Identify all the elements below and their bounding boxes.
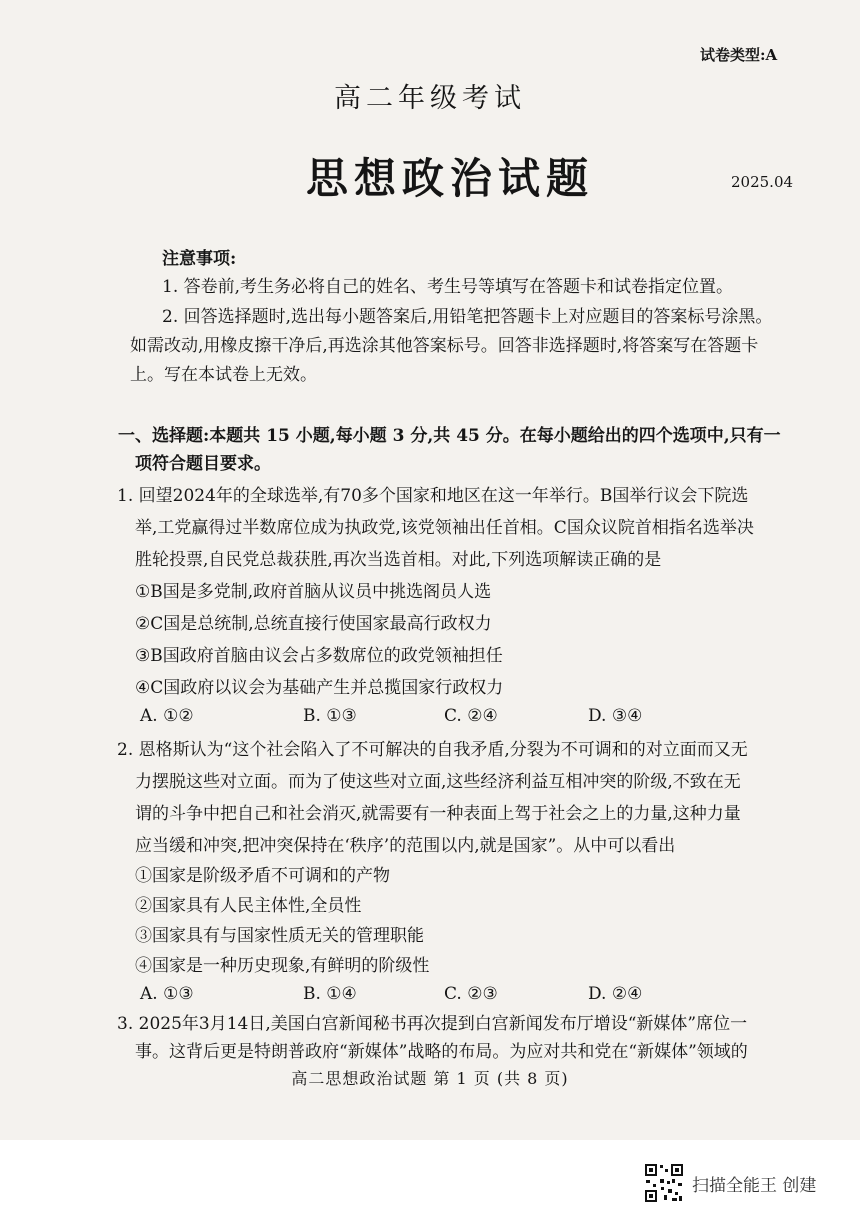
qr-code-icon	[644, 1163, 684, 1203]
notice-heading: 注意事项:	[162, 249, 237, 269]
q1-line-3: 胜轮投票,自民党总裁获胜,再次当选首相。对此,下列选项解读正确的是	[135, 550, 662, 570]
section-1-heading-line-2: 项符合题目要求。	[135, 454, 271, 474]
q2-line-2: 力摆脱这些对立面。而为了使这些对立面,这些经济利益互相冲突的阶级,不致在无	[135, 772, 741, 792]
q1-option-a: A. ①②	[140, 706, 194, 726]
scanner-watermark-text: 扫描全能王 创建	[692, 1176, 817, 1196]
q1-option-b: B. ①③	[303, 706, 357, 726]
subject-title: 思想政治试题	[305, 154, 594, 203]
q1-option-c: C. ②④	[444, 706, 498, 726]
paper-type-label: 试卷类型:A	[700, 46, 778, 64]
q1-statement-3: ③B国政府首脑由议会占多数席位的政党领袖担任	[135, 646, 503, 666]
q1-statement-1: ①B国是多党制,政府首脑从议员中挑选阁员人选	[135, 582, 492, 602]
q2-option-d: D. ②④	[588, 984, 643, 1004]
q3-line-1: 3. 2025年3月14日,美国白宫新闻秘书再次提到白宫新闻发布厅增设“新媒体”席位一	[117, 1014, 748, 1034]
q2-statement-1: ①国家是阶级矛盾不可调和的产物	[135, 866, 390, 886]
exam-title: 高二年级考试	[334, 83, 526, 114]
q1-option-d: D. ③④	[588, 706, 643, 726]
scanner-watermark-bar	[0, 1140, 860, 1217]
notice-item-1: 1. 答卷前,考生务必将自己的姓名、考生号等填写在答题卡和试卷指定位置。	[162, 277, 734, 297]
section-1-heading-line-1: 一、选择题:本题共 15 小题,每小题 3 分,共 45 分。在每小题给出的四个选项中,只有一	[118, 426, 781, 446]
q2-line-4: 应当缓和冲突,把冲突保持在‘秩序’的范围以内,就是国家”。从中可以看出	[135, 836, 676, 856]
exam-date: 2025.04	[731, 173, 794, 191]
q2-option-b: B. ①④	[303, 984, 357, 1004]
q1-statement-4: ④C国政府以议会为基础产生并总揽国家行政权力	[135, 678, 504, 698]
notice-item-2-line-2: 如需改动,用橡皮擦干净后,再选涂其他答案标号。回答非选择题时,将答案写在答题卡	[130, 336, 759, 356]
q2-option-a: A. ①③	[140, 984, 194, 1004]
q2-option-c: C. ②③	[444, 984, 498, 1004]
q2-statement-4: ④国家是一种历史现象,有鲜明的阶级性	[135, 956, 430, 976]
notice-item-2-line-1: 2. 回答选择题时,选出每小题答案后,用铅笔把答题卡上对应题目的答案标号涂黑。	[162, 307, 773, 327]
q2-line-3: 谓的斗争中把自己和社会消灭,就需要有一种表面上驾于社会之上的力量,这种力量	[135, 804, 741, 824]
q1-line-1: 1. 回望2024年的全球选举,有70多个国家和地区在这一年举行。B国举行议会下院选	[117, 486, 749, 506]
notice-item-2-line-3: 上。写在本试卷上无效。	[130, 365, 317, 385]
q1-line-2: 举,工党赢得过半数席位成为执政党,该党领袖出任首相。C国众议院首相指名选举决	[135, 518, 754, 538]
q2-statement-2: ②国家具有人民主体性,全员性	[135, 896, 362, 916]
q1-statement-2: ②C国是总统制,总统直接行使国家最高行政权力	[135, 614, 492, 634]
q2-line-1: 2. 恩格斯认为“这个社会陷入了不可解决的自我矛盾,分裂为不可调和的对立面而又无	[117, 740, 748, 760]
q2-statement-3: ③国家具有与国家性质无关的管理职能	[135, 926, 424, 946]
page-footer: 高二思想政治试题 第 1 页 (共 8 页)	[291, 1069, 569, 1088]
q3-line-2: 事。这背后更是特朗普政府“新媒体”战略的布局。为应对共和党在“新媒体”领域的	[135, 1042, 748, 1062]
